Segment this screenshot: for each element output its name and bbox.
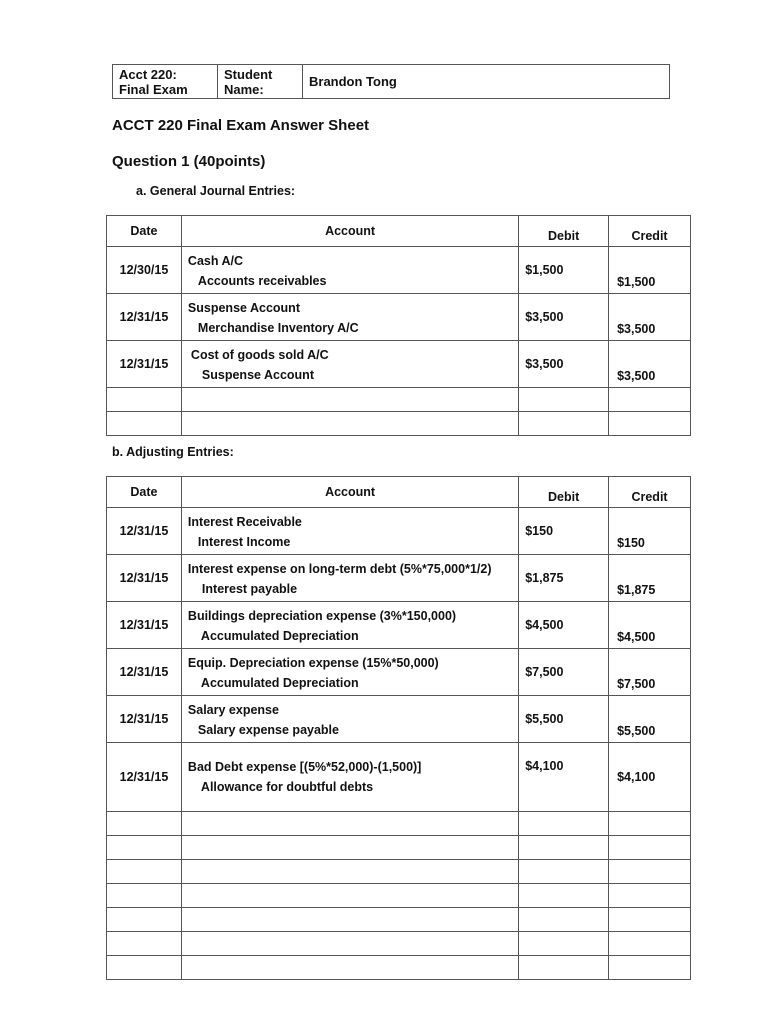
entry-credit: $4,500 [609, 602, 691, 649]
section-a-label: a. General Journal Entries: [136, 184, 296, 198]
blank-row [107, 956, 691, 980]
table-row [107, 696, 691, 743]
credit-account: Suspense Account [201, 368, 314, 382]
entry-date: 12/30/15 [107, 247, 182, 294]
credit-account: Salary expense payable [197, 723, 339, 737]
entry-date: 12/31/15 [107, 649, 182, 696]
entry-account [181, 294, 518, 341]
debit-column-header: Debit [519, 216, 609, 247]
blank-row [107, 412, 691, 436]
table-header-row [107, 477, 691, 508]
entry-debit: $4,100 [519, 743, 609, 812]
table-row [107, 508, 691, 555]
debit-account: Cash A/C [187, 254, 244, 268]
entry-debit: $1,875 [519, 555, 609, 602]
adjusting-entries-table [106, 476, 691, 980]
debit-account: Bad Debt expense [(5%*52,000)-(1,500)] [187, 760, 422, 774]
debit-column-header: Debit [519, 477, 609, 508]
entry-date: 12/31/15 [107, 294, 182, 341]
table-row [107, 602, 691, 649]
debit-account: Interest Receivable [187, 515, 302, 529]
table-header-row [107, 216, 691, 247]
credit-account: Accounts receivables [197, 274, 327, 288]
course-line-2: Final Exam [119, 81, 188, 97]
entry-credit: $3,500 [609, 341, 691, 388]
entry-account [181, 247, 518, 294]
entry-debit: $4,500 [519, 602, 609, 649]
entry-debit: $7,500 [519, 649, 609, 696]
entry-account [181, 555, 518, 602]
entry-date: 12/31/15 [107, 743, 182, 812]
entry-credit: $1,500 [609, 247, 691, 294]
entry-debit: $5,500 [519, 696, 609, 743]
entry-credit: $4,100 [609, 743, 691, 812]
table-row [107, 555, 691, 602]
entry-credit: $3,500 [609, 294, 691, 341]
page-title: ACCT 220 Final Exam Answer Sheet [112, 117, 370, 134]
entry-date: 12/31/15 [107, 341, 182, 388]
entry-account [181, 508, 518, 555]
blank-row [107, 812, 691, 836]
credit-account: Accumulated Depreciation [200, 676, 359, 690]
entry-account [181, 696, 518, 743]
blank-row [107, 908, 691, 932]
entry-date: 12/31/15 [107, 555, 182, 602]
date-column-header: Date [107, 477, 182, 508]
general-journal-table [106, 215, 691, 436]
credit-column-header: Credit [609, 477, 691, 508]
credit-column-header: Credit [609, 216, 691, 247]
question-heading: Question 1 (40points) [112, 153, 266, 170]
debit-account: Interest expense on long-term debt (5%*75,000*1/2) [187, 562, 492, 576]
credit-account: Interest Income [197, 535, 291, 549]
student-label-cell [218, 65, 303, 99]
course-cell [113, 65, 218, 99]
blank-row [107, 860, 691, 884]
blank-row [107, 884, 691, 908]
student-label-line-1: Student [224, 66, 273, 82]
entry-credit: $7,500 [609, 649, 691, 696]
debit-account: Cost of goods sold A/C [190, 348, 329, 362]
credit-account: Accumulated Depreciation [200, 629, 359, 643]
debit-account: Equip. Depreciation expense (15%*50,000) [187, 656, 439, 670]
entry-debit: $3,500 [519, 294, 609, 341]
entry-credit: $5,500 [609, 696, 691, 743]
credit-account: Allowance for doubtful debts [200, 780, 374, 794]
table-row [107, 649, 691, 696]
entry-account [181, 341, 518, 388]
entry-debit: $1,500 [519, 247, 609, 294]
entry-debit: $150 [519, 508, 609, 555]
debit-account: Suspense Account [187, 301, 300, 315]
date-column-header: Date [107, 216, 182, 247]
table-row [107, 247, 691, 294]
credit-account: Merchandise Inventory A/C [197, 321, 359, 335]
debit-account: Buildings depreciation expense (3%*150,000) [187, 609, 457, 623]
entry-date: 12/31/15 [107, 602, 182, 649]
exam-header-table [112, 64, 670, 99]
student-name: Brandon Tong [309, 74, 397, 89]
account-column-header: Account [181, 477, 518, 508]
entry-credit: $150 [609, 508, 691, 555]
blank-row [107, 388, 691, 412]
blank-row [107, 836, 691, 860]
entry-debit: $3,500 [519, 341, 609, 388]
student-name-cell [303, 65, 670, 99]
section-b-label: b. Adjusting Entries: [112, 445, 234, 459]
entry-date: 12/31/15 [107, 508, 182, 555]
table-row [107, 743, 691, 812]
entry-account [181, 649, 518, 696]
entry-account [181, 743, 518, 812]
entry-credit: $1,875 [609, 555, 691, 602]
blank-row [107, 932, 691, 956]
debit-account: Salary expense [187, 703, 279, 717]
course-line-1: Acct 220: [119, 66, 177, 82]
table-row [107, 341, 691, 388]
account-column-header: Account [181, 216, 518, 247]
credit-account: Interest payable [201, 582, 298, 596]
student-label-line-2: Name: [224, 81, 264, 97]
entry-date: 12/31/15 [107, 696, 182, 743]
table-row [107, 294, 691, 341]
entry-account [181, 602, 518, 649]
